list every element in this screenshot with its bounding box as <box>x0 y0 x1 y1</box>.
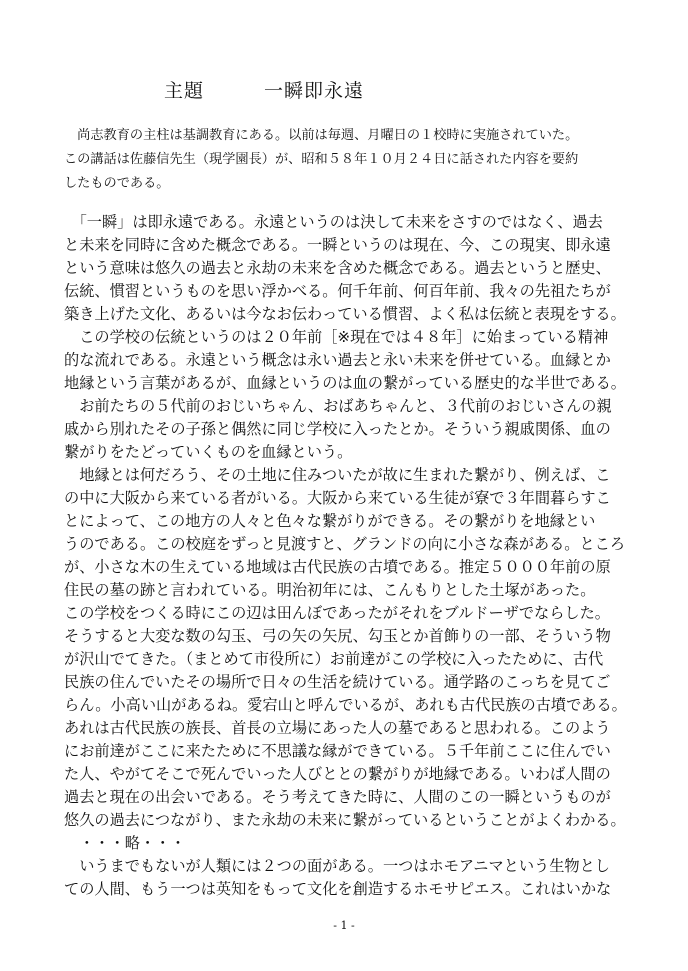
body-line: 地縁とは何だろう、その土地に住みついたが故に生まれた繋がり、例えば、こ <box>64 466 611 484</box>
body-line: が沢山でてきた。（まとめて市役所に）お前達がこの学校に入ったために、古代 <box>64 650 604 668</box>
body-line: らん。小高い山があるね。愛宕山と呼んでいるが、あれも古代民族の古墳である。 <box>64 696 627 714</box>
body-line: 悠久の過去につながり、また永劫の未来に繋がっているということがよくわかる。 <box>64 811 626 829</box>
body-line: と未来を同時に含めた概念である。一瞬というのは現在、今、この現実、即永遠 <box>64 236 611 254</box>
body-line: 的な流れである。永遠という概念は永い過去と永い未来を併せている。血縁とか <box>64 351 611 369</box>
body-line: この学校をつくる時にこの辺は田んぼであったがそれをブルドーザでならした。 <box>64 604 610 622</box>
intro-paragraph <box>64 124 644 196</box>
body-line: にお前達がここに来たために不思議な縁ができている。５千年前ここに住んでい <box>64 742 611 760</box>
intro-line: 尚志教育の主柱は基調教育にある。以前は毎週、月曜日の１校時に実施されていた。 <box>64 128 579 143</box>
body-line: 伝統、慣習というものを思い浮かべる。何千年前、何百年前、我々の先祖たちが <box>64 282 611 300</box>
intro-line: この講話は佐藤信先生（現学園長）が、昭和５８年１０月２４日に話された内容を要約 <box>64 152 579 167</box>
body-text <box>64 211 644 901</box>
body-line: そうすると大変な数の勾玉、弓の矢の矢尻、勾玉とか首飾りの一部、そういう物 <box>64 627 611 645</box>
body-line: 地縁という言葉があるが、血縁というのは血の繋がっている歴史的な半世である。 <box>64 374 626 392</box>
body-line: あれは古代民族の族長、首長の立場にあった人の墓であると思われる。このよう <box>64 719 611 737</box>
body-line: た人、やがてそこで死んでいった人びととの繋がりが地縁である。いわば人間の <box>64 765 611 783</box>
body-line: うのである。この校庭をずっと見渡すと、グランドの向に小さな森がある。ところ <box>64 535 626 553</box>
body-line: ・・・略・・・ <box>64 834 186 852</box>
body-line: という意味は悠久の過去と永劫の未来を含めた概念である。過去というと歴史、 <box>64 259 611 277</box>
body-line: とによって、この地方の人々と色々な繋がりができる。その繋がりを地縁とい <box>64 512 596 530</box>
body-line: 築き上げた文化、あるいは今なお伝わっている慣習、よく私は伝統と表現をする。 <box>64 305 626 323</box>
body-line: この学校の伝統というのは２０年前［※現在では４８年］に始まっている精神 <box>64 328 609 346</box>
body-line: が、小さな木の生えている地域は古代民族の古墳である。推定５０００年前の原 <box>64 558 611 576</box>
body-line: ての人間、もう一つは英知をもって文化を創造するホモサピエス。これはいかな <box>64 880 612 898</box>
body-line: の中に大阪から来ている者がいる。大阪から来ている生徒が寮で３年間暮らすこ <box>64 489 611 507</box>
body-line: お前たちの５代前のおじいちゃん、おばあちゃんと、３代前のおじいさんの親 <box>64 397 612 415</box>
page-number: - 1 - <box>333 919 355 932</box>
body-line: 「一瞬」は即永遠である。永遠というのは決して未来をさすのではなく、過去 <box>64 213 603 231</box>
body-line: 戚から別れたその子孫と偶然に同じ学校に入ったとか。そういう親戚関係、血の <box>64 420 611 438</box>
body-line: 繋がりをたどっていくものを血縁という。 <box>64 443 353 461</box>
body-line: いうまでもないが人類には２つの面がある。一つはホモアニマという生物とし <box>64 857 610 875</box>
document-title: 主題 一瞬即永遠 <box>164 80 365 102</box>
body-line: 民族の住んでいたその場所で日々の生活を続けている。通学路のこっちを見てご <box>64 673 611 691</box>
body-line: 過去と現在の出会いである。そう考えてきた時に、人間のこの一瞬というものが <box>64 788 611 806</box>
body-line: 住民の墓の跡と言われている。明治初年には、こんもりとした土塚があった。 <box>64 581 596 599</box>
intro-line: したものである。 <box>64 176 170 191</box>
